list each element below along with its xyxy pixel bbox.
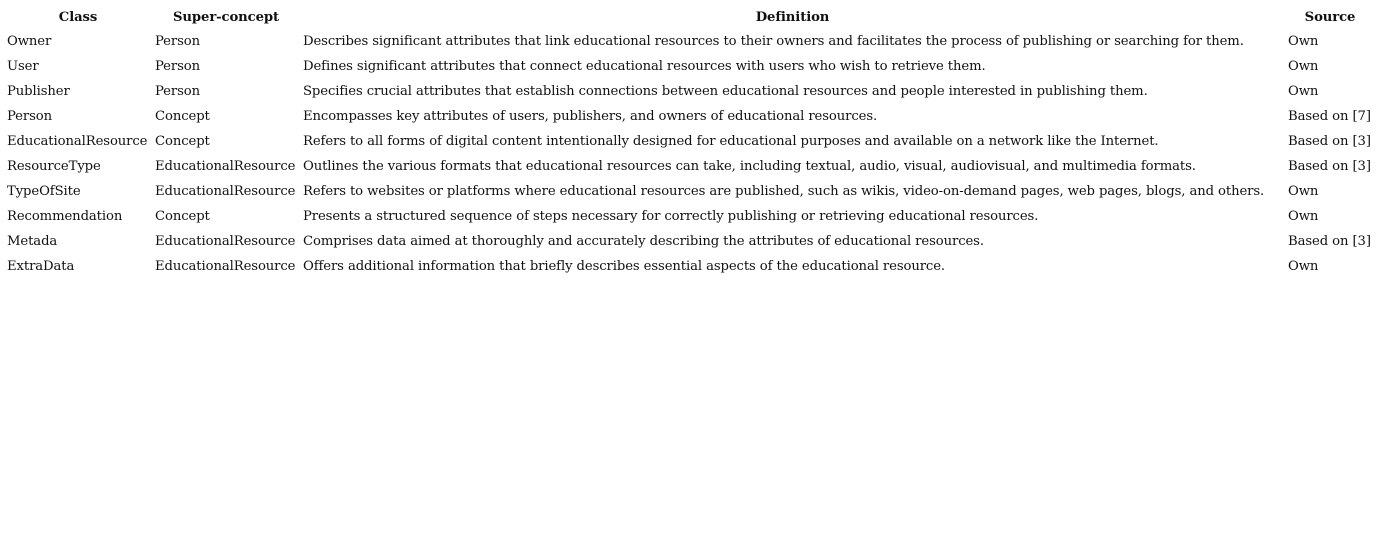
cell-super-concept: Concept (155, 209, 210, 224)
cell-class: User (7, 59, 39, 74)
cell-super-concept: EducationalResource (155, 184, 296, 199)
header-super-concept: Super-concept (173, 9, 279, 25)
cell-class: ResourceType (7, 159, 101, 174)
cell-source: Own (1288, 34, 1319, 49)
cell-class: Metada (7, 234, 58, 249)
cell-super-concept: Person (155, 34, 200, 49)
table-row (4, 54, 1375, 79)
cell-source: Based on [3] (1288, 134, 1371, 149)
cell-source: Own (1288, 259, 1319, 274)
cell-definition: Refers to all forms of digital content intentionally designed for educational purposes and available on a network like the Internet. (303, 134, 1159, 149)
cell-class: Person (7, 109, 52, 124)
cell-super-concept: Concept (155, 109, 210, 124)
table-row (4, 229, 1375, 254)
cell-super-concept: Person (155, 59, 200, 74)
cell-class: ExtraData (7, 259, 75, 274)
cell-super-concept: Person (155, 84, 200, 99)
cell-source: Based on [3] (1288, 159, 1371, 174)
table-row (4, 129, 1375, 154)
table-row (4, 204, 1375, 229)
table-row (4, 179, 1375, 204)
cell-super-concept: EducationalResource (155, 234, 296, 249)
header-class: Class (58, 9, 98, 25)
cell-source: Based on [3] (1288, 234, 1371, 249)
cell-class: Owner (7, 34, 52, 49)
cell-source: Based on [7] (1288, 109, 1371, 124)
cell-class: Publisher (7, 84, 70, 99)
cell-source: Own (1288, 84, 1319, 99)
cell-super-concept: Concept (155, 134, 210, 149)
table-row (4, 104, 1375, 129)
cell-definition: Outlines the various formats that educational resources can take, including textual, audio, visual, audiovisual, and multimedia formats. (303, 159, 1196, 174)
cell-definition: Offers additional information that briefly describes essential aspects of the educational resource. (303, 259, 946, 274)
cell-definition: Presents a structured sequence of steps necessary for correctly publishing or retrieving educational resources. (303, 209, 1039, 224)
cell-class: Recommendation (7, 209, 123, 224)
header-source: Source (1304, 9, 1356, 25)
ontology-classes-table (4, 5, 1375, 279)
table-row (4, 79, 1375, 104)
cell-definition: Encompasses key attributes of users, publishers, and owners of educational resources. (303, 109, 878, 124)
cell-source: Own (1288, 209, 1319, 224)
cell-class: EducationalResource (7, 134, 148, 149)
table-row (4, 29, 1375, 54)
table-header-row (4, 5, 1375, 29)
cell-super-concept: EducationalResource (155, 259, 296, 274)
table-row (4, 254, 1375, 279)
cell-source: Own (1288, 59, 1319, 74)
header-definition: Definition (755, 9, 830, 25)
cell-definition: Defines significant attributes that connect educational resources with users who wish to retrieve them. (303, 59, 986, 74)
cell-source: Own (1288, 184, 1319, 199)
cell-definition: Refers to websites or platforms where educational resources are published, such as wikis, video-on-demand pages, web pages, blogs, and others. (303, 184, 1265, 199)
table-row (4, 154, 1375, 179)
cell-definition: Describes significant attributes that link educational resources to their owners and facilitates the process of publishing or searching for them. (303, 34, 1244, 49)
cell-definition: Specifies crucial attributes that establish connections between educational resources and people interested in publishing them. (303, 84, 1148, 99)
cell-definition: Comprises data aimed at thoroughly and accurately describing the attributes of educational resources. (303, 234, 984, 249)
cell-super-concept: EducationalResource (155, 159, 296, 174)
cell-class: TypeOfSite (7, 184, 81, 199)
